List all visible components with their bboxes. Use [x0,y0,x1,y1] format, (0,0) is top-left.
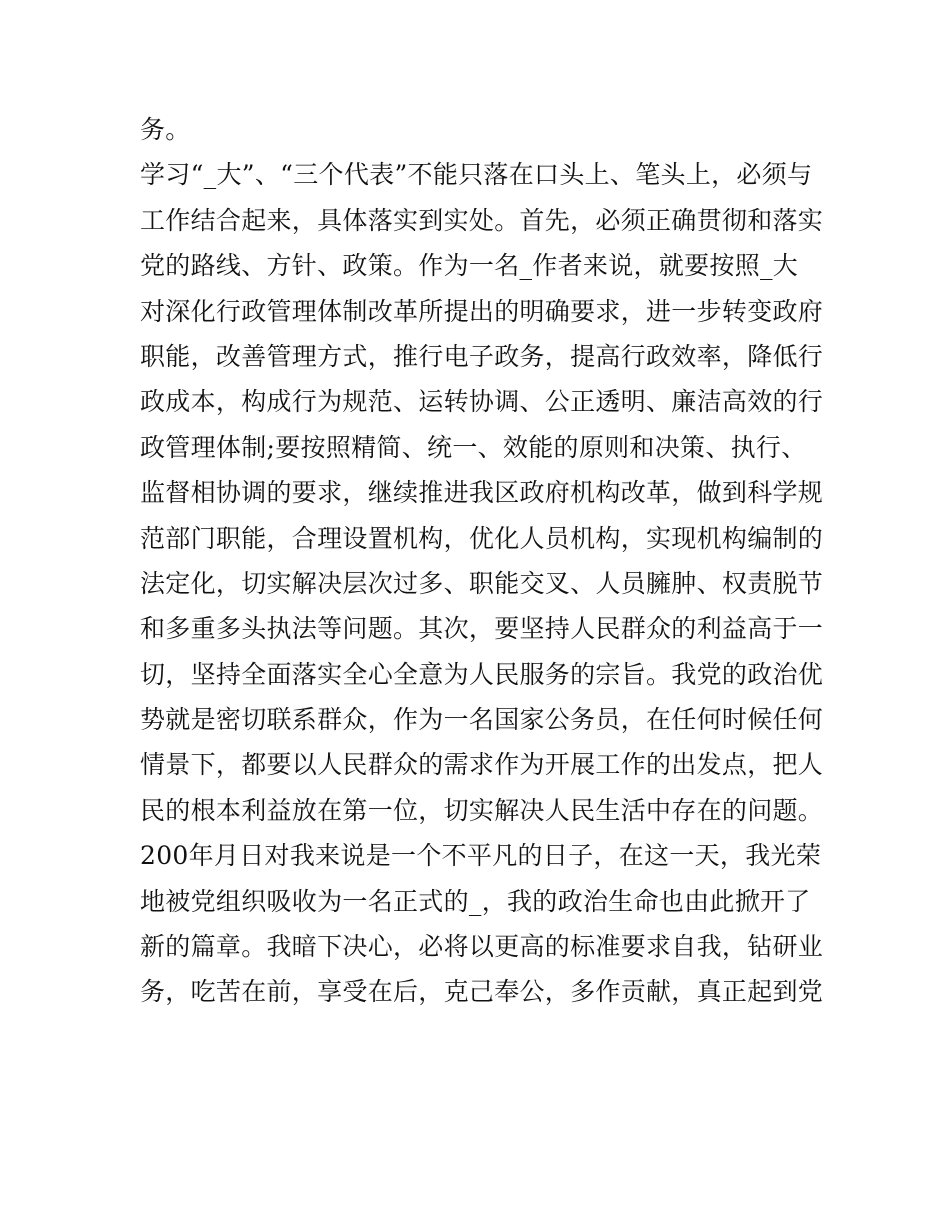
text-line: 地被党组织吸收为一名正式的_，我的政治生命也由此掀开了 [140,886,811,916]
text-line: 务，吃苦在前，享受在后，克己奉公，多作贡献，真正起到党 [140,977,824,1007]
text-line: 200年月日对我来说是一个不平凡的日子，在这一天，我光荣 [140,841,822,871]
text-line: 和多重多头执法等问题。其次，要坚持人民群众的利益高于一 [140,614,824,644]
text-line: 职能，改善管理方式，推行电子政务，提高行政效率，降低行 [140,341,824,371]
text-line: 切，坚持全面落实全心全意为人民服务的宗旨。我党的政治优 [140,659,824,689]
text-line: 政管理体制;要按照精简、统一、效能的原则和决策、执行、 [140,432,807,462]
text-line: 政成本，构成行为规范、运转协调、公正透明、廉洁高效的行 [140,387,824,417]
text-line: 工作结合起来，具体落实到实处。首先，必须正确贯彻和落实 [140,205,824,235]
text-line: 民的根本利益放在第一位，切实解决人民生活中存在的问题。 [140,795,824,825]
text-line: 务。 [140,115,191,144]
text-line: 范部门职能，合理设置机构，优化人员机构，实现机构编制的 [140,523,824,553]
text-line: 对深化行政管理体制改革所提出的明确要求，进一步转变政府 [140,296,824,326]
text-line: 学习“_大”、“三个代表”不能只落在口头上、笔头上，必须与 [140,160,813,190]
text-line: 监督相协调的要求，继续推进我区政府机构改革，做到科学规 [140,478,824,508]
text-line: 势就是密切联系群众，作为一名国家公务员，在任何时候任何 [140,705,824,735]
text-line: 党的路线、方针、政策。作为一名_作者来说，就要按照_大 [140,251,799,281]
body-text [140,107,824,1015]
text-line: 情景下，都要以人民群众的需求作为开展工作的出发点，把人 [140,750,824,780]
text-line: 法定化，切实解决层次过多、职能交叉、人员臃肿、权责脱节 [140,568,824,598]
text-line: 新的篇章。我暗下决心，必将以更高的标准要求自我，钻研业 [140,932,824,962]
